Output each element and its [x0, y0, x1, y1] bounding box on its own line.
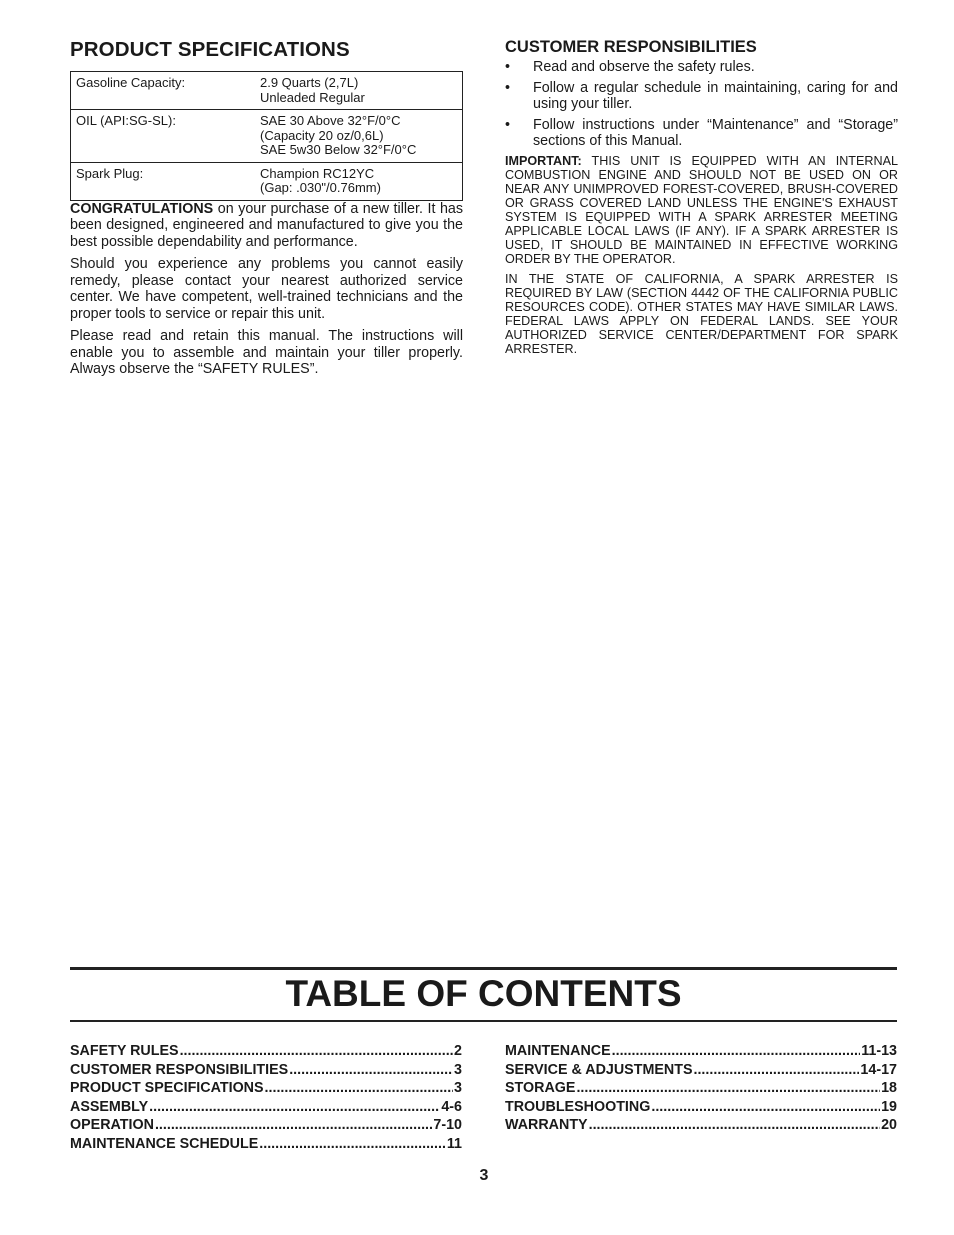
toc-top-rule	[70, 967, 897, 970]
spec-row	[71, 110, 463, 163]
spec-row	[71, 72, 463, 110]
toc-bottom-rule	[70, 1020, 897, 1022]
toc-entry-label: MAINTENANCE	[505, 1043, 611, 1059]
service-center-paragraph: Should you experience any problems you cannot easily remedy, please contact your nearest authorized service center. We have competent, well-trained technicians and the proper tools to service or repair this unit.	[70, 256, 463, 322]
spec-value	[255, 162, 463, 200]
toc-title: TABLE OF CONTENTS	[285, 973, 682, 1014]
product-specifications-section	[70, 38, 463, 378]
toc-entry-label: SERVICE & ADJUSTMENTS	[505, 1061, 693, 1078]
congratulations-text: on your purchase of a new tiller. It has been designed, engineered and manufactured to give you the best possible dependability and performance.	[70, 200, 463, 250]
toc-entry-label: OPERATION	[70, 1117, 154, 1134]
important-notice	[505, 154, 898, 266]
retain-manual-paragraph: Please read and retain this manual. The instructions will enable you to assemble and maintain your tiller properly. Always observe the “SAFETY RULES”.	[70, 328, 463, 377]
toc-entry-assembly[interactable]	[70, 1099, 462, 1118]
page-number: 3	[479, 1167, 489, 1184]
toc-entry-page: 19	[881, 1098, 897, 1115]
spec-value-line: (Gap: .030"/0.76mm)	[260, 180, 381, 195]
toc-entry-service-adjustments[interactable]	[505, 1062, 897, 1081]
spec-value-line: SAE 5w30 Below 32°F/0°C	[260, 142, 417, 157]
toc-entry-page: 4-6	[441, 1098, 462, 1115]
toc-entry-label: MAINTENANCE SCHEDULE	[70, 1135, 259, 1152]
toc-entry-label: STORAGE	[505, 1080, 576, 1097]
toc-entry-page: 3	[454, 1061, 462, 1078]
responsibility-text: Follow a regular schedule in maintaining, caring for and using your tiller.	[533, 79, 898, 112]
toc-entry-label: TROUBLESHOOTING	[505, 1098, 651, 1115]
toc-dot-leader	[289, 1062, 453, 1078]
toc-entry-page: 14-17	[860, 1061, 897, 1078]
california-notice: IN THE STATE OF CALIFORNIA, A SPARK ARRESTER IS REQUIRED BY LAW (SECTION 4442 OF THE CALIFORNIA PUBLIC RESOURCES CODE). OTHER STATES MAY HAVE SIMILAR LAWS. FEDERAL LAWS APPLY ON FEDERAL LANDS. SEE YOUR AUTHORIZED SERVICE CENTER/DEPARTMENT FOR SPARK ARRESTER.	[505, 271, 898, 356]
spec-label: Spark Plug:	[71, 162, 256, 200]
toc-entry-label: WARRANTY	[505, 1117, 588, 1134]
toc-dot-leader	[651, 1099, 880, 1115]
bullet-icon: •	[505, 59, 511, 75]
specifications-table	[70, 71, 463, 201]
responsibility-text: Follow instructions under “Maintenance” and “Storage” sections of this Manual.	[533, 116, 898, 149]
toc-entry-operation[interactable]	[70, 1117, 462, 1136]
toc-dot-leader	[155, 1117, 432, 1133]
spec-value-line: SAE 30 Above 32°F/0°C	[260, 113, 401, 128]
toc-entry-safety-rules[interactable]	[70, 1043, 462, 1062]
toc-right-column	[505, 1043, 897, 1136]
responsibilities-list	[505, 59, 898, 150]
responsibility-item	[505, 59, 898, 76]
toc-entry-warranty[interactable]	[505, 1117, 897, 1136]
toc-entry-page: 2	[454, 1043, 462, 1059]
toc-entry-label: CUSTOMER RESPONSIBILITIES	[70, 1061, 289, 1078]
congratulations-paragraph	[70, 201, 463, 251]
toc-entry-maintenance[interactable]	[505, 1043, 897, 1062]
toc-entry-page: 11-13	[861, 1043, 897, 1059]
toc-dot-leader	[265, 1080, 454, 1096]
bullet-icon: •	[505, 79, 511, 96]
toc-dot-leader	[149, 1099, 440, 1115]
toc-entry-product-specifications[interactable]	[70, 1080, 462, 1099]
toc-dot-leader	[180, 1043, 453, 1059]
responsibility-text: Read and observe the safety rules.	[533, 59, 755, 75]
toc-dot-leader	[612, 1043, 861, 1059]
product-specifications-heading: PRODUCT SPECIFICATIONS	[70, 38, 350, 61]
toc-dot-leader	[693, 1062, 859, 1078]
toc-entry-maintenance-schedule[interactable]	[70, 1136, 462, 1155]
important-label: IMPORTANT:	[505, 153, 582, 168]
toc-left-column	[70, 1043, 462, 1155]
congratulations-label: CONGRATULATIONS	[70, 200, 214, 217]
toc-dot-leader	[576, 1080, 880, 1096]
toc-entry-page: 11	[446, 1135, 462, 1152]
spec-value-line: Champion RC12YC	[260, 165, 375, 181]
toc-entry-page: 3	[454, 1080, 462, 1097]
spec-value	[255, 110, 463, 163]
responsibility-item	[505, 80, 898, 113]
toc-entry-storage[interactable]	[505, 1080, 897, 1099]
customer-responsibilities-heading: CUSTOMER RESPONSIBILITIES	[505, 38, 757, 56]
spec-label: OIL (API:SG-SL):	[71, 110, 256, 163]
toc-entry-label: PRODUCT SPECIFICATIONS	[70, 1080, 264, 1097]
toc-entry-label: ASSEMBLY	[70, 1098, 149, 1115]
toc-entry-page: 7-10	[433, 1117, 462, 1134]
toc-entry-page: 18	[881, 1080, 897, 1097]
spec-label: Gasoline Capacity:	[76, 75, 186, 90]
spec-value-line: 2.9 Quarts (2,7L)	[260, 75, 359, 90]
toc-entry-troubleshooting[interactable]	[505, 1099, 897, 1118]
spec-row	[71, 162, 463, 200]
spec-value	[255, 72, 463, 110]
bullet-icon: •	[505, 116, 511, 133]
customer-responsibilities-section	[505, 38, 898, 356]
spec-value-line: Unleaded Regular	[260, 89, 365, 105]
toc-dot-leader	[589, 1117, 880, 1133]
responsibility-item	[505, 117, 898, 150]
toc-entry-label: SAFETY RULES	[70, 1043, 179, 1059]
important-text: THIS UNIT IS EQUIPPED WITH AN INTERNAL COMBUSTION ENGINE AND SHOULD NOT BE USED ON OR NEAR ANY UNIMPROVED FOREST-COVERED, BRUSH-COVERED OR GRASS COVERED LAND UNLESS THE ENGINE'S EXHAUST SYSTEM IS EQUIPPED WITH A SPARK ARRESTER MEETING APPLICABLE LOCAL LAWS (IF ANY). IF A SPARK ARRESTER IS USED, IT SHOULD BE MAINTAINED IN EFFECTIVE WORKING ORDER BY THE OPERATOR.	[505, 153, 898, 266]
toc-dot-leader	[259, 1136, 446, 1152]
toc-entry-customer-responsibilities[interactable]	[70, 1062, 462, 1081]
toc-entry-page: 20	[881, 1117, 897, 1134]
spec-value-line: (Capacity 20 oz/0,6L)	[260, 127, 384, 143]
